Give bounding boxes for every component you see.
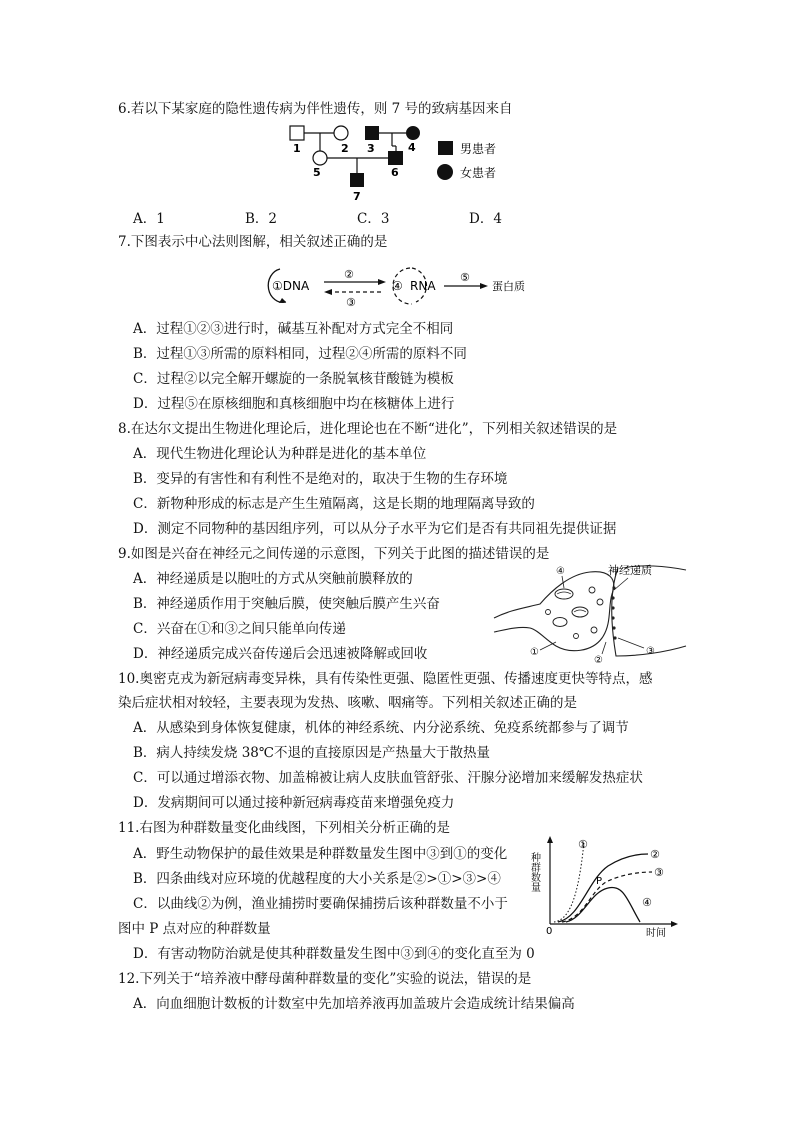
pedigree-female-normal-5 — [313, 151, 327, 165]
legend-male-symbol — [438, 141, 453, 155]
q6-option-d[interactable]: D．4 — [469, 211, 502, 227]
q8-option-d[interactable]: D．测定不同物种的基因组序列，可以从分子水平为它们是否有共同祖先提供证据 — [133, 521, 617, 537]
synapse-label-2: ② — [594, 655, 603, 666]
q9-option-d[interactable]: D．神经递质完成兴奋传递后会迅速被降解或回收 — [133, 646, 428, 662]
pedigree-male-normal-1 — [290, 126, 304, 140]
curve-3 — [562, 872, 652, 922]
q6-option-c[interactable]: C．3 — [357, 211, 390, 227]
q10-option-d[interactable]: D．发病期间可以通过接种新冠病毒疫苗来增强免疫力 — [133, 795, 455, 811]
synapse-diagram — [490, 560, 690, 668]
synapse-title: 神经递质 — [608, 564, 652, 577]
q11-option-c[interactable]: C．以曲线②为例，渔业捕捞时要确保捕捞后该种群数量不小于 — [133, 896, 508, 912]
q10-option-c[interactable]: C．可以通过增添衣物、加盖棉被让病人皮肤血管舒张、汗腺分泌增加来缓解发热症状 — [133, 770, 643, 786]
curve-3-label: ③ — [654, 866, 664, 879]
q9-stem: 9.如图是兴奋在神经元之间传递的示意图，下列关于此图的描述错误的是 — [118, 546, 550, 562]
population-graph — [528, 832, 688, 938]
q9-option-b[interactable]: B．神经递质作用于突触后膜，使突触后膜产生兴奋 — [133, 596, 440, 612]
rna-label: RNA — [410, 279, 436, 293]
q7-option-d[interactable]: D．过程⑤在原核细胞和真核细胞中均在核糖体上进行 — [133, 396, 455, 412]
central-dogma-diagram — [262, 262, 542, 310]
q8-stem: 8.在达尔文提出生物进化理论后，进化理论也在不断“进化”，下列相关叙述错误的是 — [118, 421, 618, 437]
q11-stem: 11.右图为种群数量变化曲线图，下列相关分析正确的是 — [118, 820, 450, 836]
q6-option-b[interactable]: B．2 — [245, 211, 278, 227]
process-2-label: ② — [344, 268, 354, 281]
q12-stem: 12.下列关于“培养液中酵母菌种群数量的变化”实验的说法，错误的是 — [118, 971, 532, 987]
graph-ylabel: 种群数量 — [528, 852, 540, 892]
rna-number: ④ — [392, 279, 403, 293]
q6-stem: 6.若以下某家庭的隐性遗传病为伴性遗传，则 7 号的致病基因来自 — [118, 101, 513, 117]
q12-option-a[interactable]: A．向血细胞计数板的计数室中先加培养液再加盖玻片会造成统计结果偏高 — [133, 996, 575, 1012]
q7-option-a[interactable]: A．过程①②③进行时，碱基互补配对方式完全不相同 — [133, 321, 454, 337]
q10-option-b[interactable]: B．病人持续发烧 38℃不退的直接原因是产热量大于散热量 — [133, 745, 490, 761]
pedigree-male-affected-7 — [350, 173, 364, 187]
q8-option-a[interactable]: A．现代生物进化理论认为种群是进化的基本单位 — [133, 446, 427, 462]
q11-option-d[interactable]: D．有害动物防治就是使其种群数量发生图中③到④的变化直至为 0 — [133, 946, 535, 962]
graph-xlabel: 时间 — [646, 928, 666, 938]
process-5-label: ⑤ — [460, 271, 470, 284]
q7-option-c[interactable]: C．过程②以完全解开螺旋的一条脱氧核苷酸链为模板 — [133, 371, 454, 387]
graph-origin: 0 — [546, 926, 553, 937]
legend-female-label: 女患者 — [460, 166, 497, 180]
pedigree-label-2: 2 — [341, 142, 349, 155]
q10-stem-line2: 染后症状相对较轻，主要表现为发热、咳嗽、咽痛等。下列相关叙述正确的是 — [118, 695, 577, 711]
pedigree-diagram — [280, 120, 520, 204]
synapse-label-1: ① — [530, 647, 539, 658]
q7-stem: 7.下图表示中心法则图解，相关叙述正确的是 — [118, 234, 388, 250]
dna-label: ①DNA — [272, 279, 310, 293]
q11-option-b[interactable]: B．四条曲线对应环境的优越程度的大小关系是②>①>③>④ — [133, 871, 501, 887]
q11-option-a[interactable]: A．野生动物保护的最佳效果是种群数量发生图中③到①的变化 — [133, 846, 508, 862]
curve-2-label: ② — [650, 848, 660, 861]
pedigree-female-affected-4 — [406, 126, 420, 140]
q6-option-a[interactable]: A．1 — [133, 211, 165, 227]
pedigree-label-4: 4 — [408, 141, 416, 154]
q9-option-c[interactable]: C．兴奋在①和③之间只能单向传递 — [133, 621, 346, 637]
q11-option-c-cont: 图中 P 点对应的种群数量 — [118, 921, 271, 937]
pedigree-label-5: 5 — [313, 166, 321, 179]
q8-option-c[interactable]: C．新物种形成的标志是产生生殖隔离，这是长期的地理隔离导致的 — [133, 496, 535, 512]
pedigree-label-7: 7 — [353, 190, 361, 203]
q7-option-b[interactable]: B．过程①③所需的原料相同，过程②④所需的原料不同 — [133, 346, 467, 362]
pedigree-female-normal-2 — [334, 126, 348, 140]
graph-p-label: P — [596, 876, 603, 887]
legend-male-label: 男患者 — [460, 142, 497, 156]
pedigree-label-3: 3 — [367, 142, 375, 155]
q10-option-a[interactable]: A．从感染到身体恢复健康，机体的神经系统、内分泌系统、免疫系统都参与了调节 — [133, 720, 629, 736]
pedigree-label-6: 6 — [391, 166, 399, 179]
process-3-label: ③ — [346, 296, 356, 309]
q10-stem-line1: 10.奥密克戎为新冠病毒变异株，具有传染性更强、隐匿性更强、传播速度更快等特点，感 — [118, 671, 653, 687]
pedigree-male-affected-3 — [365, 126, 379, 140]
pedigree-male-affected-6 — [388, 151, 403, 165]
curve-4 — [566, 887, 640, 922]
curve-1-label: ① — [578, 838, 588, 851]
curve-4-label: ④ — [642, 896, 652, 909]
synapse-label-3: ③ — [646, 646, 655, 657]
pedigree-label-1: 1 — [293, 142, 301, 155]
curve-1 — [554, 842, 584, 922]
q9-option-a[interactable]: A．神经递质是以胞吐的方式从突触前膜释放的 — [133, 571, 413, 587]
legend-female-symbol — [437, 164, 453, 180]
q8-option-b[interactable]: B．变异的有害性和有利性不是绝对的，取决于生物的生存环境 — [133, 471, 508, 487]
protein-label: 蛋白质 — [492, 280, 525, 293]
synapse-label-4: ④ — [556, 566, 565, 577]
